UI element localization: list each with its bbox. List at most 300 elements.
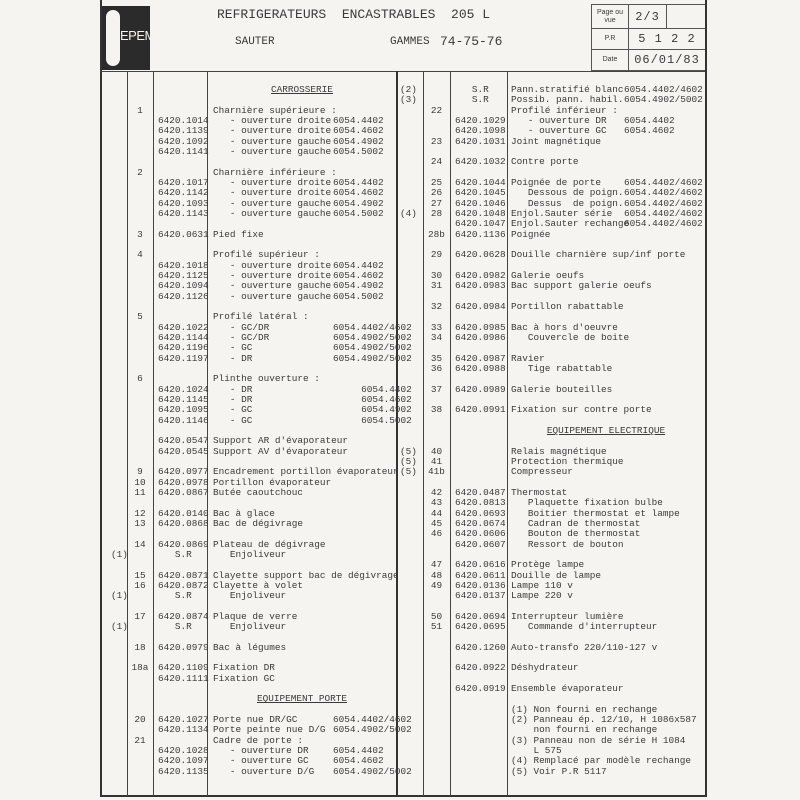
item-number: 37 xyxy=(430,383,443,395)
part-reference: 6420.0631 xyxy=(158,228,209,240)
part-reference: 6420.1046 xyxy=(455,197,506,209)
model-code: 6054.4402/4602 xyxy=(624,197,703,209)
item-number: 41 xyxy=(430,455,443,467)
item-number: 18a xyxy=(131,662,149,674)
part-reference: 6420.1018 xyxy=(158,259,209,271)
part-row xyxy=(0,405,800,415)
part-reference: 6420.0869 xyxy=(158,538,209,550)
pr-value: 5 1 2 2 xyxy=(628,28,706,50)
part-reference: 6420.0986 xyxy=(455,331,506,343)
part-description: Plinthe ouverture : xyxy=(213,373,320,385)
blank-row xyxy=(0,674,800,684)
model-code: 6054.4902/5002 xyxy=(333,765,412,777)
part-description: Couvercle de boite xyxy=(511,331,630,343)
part-reference: 6420.0136 xyxy=(455,579,506,591)
part-description: Joint magnétique xyxy=(511,135,602,147)
part-description: - ouverture GC xyxy=(213,755,309,767)
part-description: L 575 xyxy=(511,745,562,757)
part-reference: 6420.0874 xyxy=(158,610,209,622)
footnote-marker: (3) xyxy=(400,94,417,106)
item-number: 42 xyxy=(430,486,443,498)
part-row xyxy=(0,684,800,694)
model-code: 6054.4902 xyxy=(333,197,384,209)
part-reference: 6420.0616 xyxy=(455,559,506,571)
part-description: Porte peinte nue D/G xyxy=(213,724,326,736)
item-number: 1 xyxy=(137,104,143,116)
cepem-logo xyxy=(100,6,155,70)
item-number: 34 xyxy=(430,331,443,343)
part-reference: 6420.1111 xyxy=(158,672,209,684)
part-description: Profilé supérieur : xyxy=(213,249,320,261)
part-reference: 6420.0985 xyxy=(455,321,506,333)
item-number: 6 xyxy=(137,373,143,385)
page-label: Page ou vue xyxy=(591,4,629,29)
part-description: Compresseur xyxy=(511,466,573,478)
part-description: - ouverture gauche xyxy=(213,145,332,157)
model-code: 6054.4402/4602 xyxy=(624,207,703,219)
part-row xyxy=(0,333,800,343)
item-number: 27 xyxy=(430,197,443,209)
part-description: - GC xyxy=(213,414,253,426)
item-number: 16 xyxy=(134,579,146,591)
part-reference: 6420.1022 xyxy=(158,321,209,333)
item-number: 5 xyxy=(137,311,143,323)
part-description: Lampe 110 v xyxy=(511,579,573,591)
part-description: Plaquette fixation bulbe xyxy=(511,497,663,509)
part-description: non fourni en rechange xyxy=(511,724,658,736)
part-description: - ouverture droite xyxy=(213,259,332,271)
item-number: 49 xyxy=(430,579,443,591)
part-row xyxy=(0,219,800,229)
part-description: - ouverture droite xyxy=(213,176,332,188)
part-description: Pann.stratifié blanc xyxy=(511,84,624,95)
part-reference: 6420.1141 xyxy=(158,145,209,157)
item-number: 31 xyxy=(430,280,443,292)
part-description: Bac à glace xyxy=(213,507,275,519)
part-description: (1) Non fourni en rechange xyxy=(511,703,658,715)
part-reference: 6420.0922 xyxy=(455,662,506,674)
blank-row xyxy=(0,374,800,384)
model-code: 6054.4402/4602 xyxy=(624,218,703,230)
part-row xyxy=(0,622,800,632)
part-row xyxy=(0,281,800,291)
document-title: REFRIGERATEURS ENCASTRABLES 205 L xyxy=(217,7,491,22)
part-row xyxy=(0,323,800,333)
part-description: - ouverture gauche xyxy=(213,290,332,302)
part-reference: 6420.1144 xyxy=(158,331,209,343)
part-description: - ouverture droite xyxy=(213,187,332,199)
part-reference: S.R xyxy=(158,621,192,633)
part-row xyxy=(0,529,800,539)
model-code: 6054.4602 xyxy=(333,269,384,281)
part-description: Galerie bouteilles xyxy=(511,383,613,395)
part-description: - GC/DR xyxy=(213,331,270,343)
item-number: 13 xyxy=(134,517,146,529)
date-label: Date xyxy=(591,49,629,71)
item-number: 10 xyxy=(134,476,146,488)
part-reference: 6420.0693 xyxy=(455,507,506,519)
part-reference: S.R xyxy=(455,94,489,106)
item-number: 40 xyxy=(430,445,443,457)
logo-text: EPEM xyxy=(120,28,155,43)
part-reference: 6420.1143 xyxy=(158,207,209,219)
date-value: 06/01/83 xyxy=(628,49,706,71)
item-number: 18 xyxy=(134,641,146,653)
part-reference: 6420.1136 xyxy=(455,228,506,240)
part-row xyxy=(0,302,800,312)
part-description: Enjoliveur xyxy=(213,548,287,560)
item-number: 28 xyxy=(430,207,443,219)
model-code: 6054.4402 xyxy=(333,745,384,757)
part-reference: 6420.0984 xyxy=(455,300,506,312)
footnote-marker: (2) xyxy=(400,84,417,95)
part-reference: 6420.1032 xyxy=(455,156,506,168)
part-description: Cadran de thermostat xyxy=(511,517,641,529)
part-description: (2) Panneau ép. 12/10, H 1086x587 xyxy=(511,714,697,726)
item-number: 47 xyxy=(430,559,443,571)
item-number: 41b xyxy=(428,466,445,478)
model-code: 6054.4602 xyxy=(333,393,412,405)
part-reference: 6420.1044 xyxy=(455,176,506,188)
model-code: 6054.4902/5002 xyxy=(333,331,412,343)
gammes-label: GAMMES xyxy=(390,36,430,48)
item-number: 30 xyxy=(430,269,443,281)
part-reference: 6420.0607 xyxy=(455,538,506,550)
item-number: 50 xyxy=(430,610,443,622)
part-description: Bac support galerie oeufs xyxy=(511,280,652,292)
blank-row xyxy=(0,395,800,405)
footnote-marker: (5) xyxy=(400,445,417,457)
model-code: 6054.4602 xyxy=(333,125,384,137)
blank-row xyxy=(0,292,800,302)
part-reference: 6420.1028 xyxy=(158,745,209,757)
part-reference: 6420.0487 xyxy=(455,486,506,498)
part-reference: 6420.0547 xyxy=(158,435,209,447)
item-number: 35 xyxy=(430,352,443,364)
part-description: - ouverture D/G xyxy=(213,765,315,777)
part-reference: 6420.0606 xyxy=(455,528,506,540)
blank-row xyxy=(0,343,800,353)
part-row xyxy=(0,519,800,529)
blank-row xyxy=(0,653,800,663)
model-code: 6054.4602 xyxy=(624,125,675,137)
part-description: Poignée xyxy=(511,228,551,240)
part-reference: 6420.1017 xyxy=(158,176,209,188)
model-code: 6054.4402/4602 xyxy=(333,714,412,726)
part-description: Bac à hors d'oeuvre xyxy=(511,321,618,333)
part-reference: 6420.1024 xyxy=(158,383,209,395)
part-row xyxy=(0,498,800,508)
part-description: Porte nue DR/GC xyxy=(213,714,298,726)
blank-row xyxy=(0,550,800,560)
section-heading: EQUIPEMENT ELECTRIQUE xyxy=(546,424,666,436)
gammes-value: 74-75-76 xyxy=(440,34,503,49)
item-number: 29 xyxy=(430,249,443,261)
part-description: - GC xyxy=(213,404,253,416)
part-description: Profilé inférieur : xyxy=(511,104,618,116)
part-reference: 6420.1029 xyxy=(455,114,506,126)
part-reference: 6420.0989 xyxy=(455,383,506,395)
page-extra-cell xyxy=(666,4,706,29)
part-reference: 6420.1048 xyxy=(455,207,506,219)
part-description: Lampe 220 v xyxy=(511,590,573,602)
part-description: Tige rabattable xyxy=(511,362,613,374)
part-description: Charnière supérieure : xyxy=(213,104,337,116)
item-number: 9 xyxy=(137,466,143,478)
item-number: 11 xyxy=(134,486,146,498)
part-description: Bac à légumes xyxy=(213,641,287,653)
part-description: - ouverture gauche xyxy=(213,197,332,209)
item-number: 45 xyxy=(430,517,443,529)
part-description: Déshydrateur xyxy=(511,662,579,674)
part-row xyxy=(0,571,800,581)
part-description: - ouverture droite xyxy=(213,125,332,137)
footnote-marker: (5) xyxy=(400,466,417,478)
item-number: 46 xyxy=(430,528,443,540)
part-description: Portillon rabattable xyxy=(511,300,624,312)
section-heading-row xyxy=(0,426,800,436)
part-description: Pied fixe xyxy=(213,228,264,240)
part-reference: S.R xyxy=(455,84,489,95)
part-reference: 6420.0695 xyxy=(455,621,506,633)
part-reference: S.R xyxy=(158,548,192,560)
item-number: 12 xyxy=(134,507,146,519)
footnote-marker: (4) xyxy=(400,207,417,219)
model-code: 6054.4402 xyxy=(333,259,384,271)
model-code: 6054.4902 xyxy=(333,280,384,292)
part-reference: 6420.0987 xyxy=(455,352,506,364)
item-number: 3 xyxy=(137,228,143,240)
part-reference: 6420.1125 xyxy=(158,269,209,281)
part-description: - ouverture DR xyxy=(511,114,607,126)
part-description: Fixation sur contre porte xyxy=(511,404,652,416)
part-description: Clayette support bac de dégivrage xyxy=(213,569,399,581)
item-number: 24 xyxy=(430,156,443,168)
item-number: 17 xyxy=(134,610,146,622)
model-code: 6054.4402/4602 xyxy=(624,176,703,188)
part-description: Fixation GC xyxy=(213,672,275,684)
part-row xyxy=(0,736,800,746)
part-description: Poignée de porte xyxy=(511,176,602,188)
part-description: Enjoliveur xyxy=(213,621,287,633)
part-description: - ouverture DR xyxy=(213,745,309,757)
part-reference: 6420.1145 xyxy=(158,393,209,405)
item-number: 36 xyxy=(430,362,443,374)
part-reference: 6420.0813 xyxy=(455,497,506,509)
part-reference: S.R xyxy=(158,590,192,602)
part-description: Thermostat xyxy=(511,486,568,498)
model-code: 6054.4402/4602 xyxy=(624,187,703,199)
footnote-marker: (1) xyxy=(111,548,128,560)
part-reference: 6420.1126 xyxy=(158,290,209,302)
part-description: Fixation DR xyxy=(213,662,275,674)
part-description: Enjoliveur xyxy=(213,590,287,602)
model-code: 6054.4402 xyxy=(333,114,384,126)
blank-row xyxy=(0,416,800,426)
part-description: Enjol.Sauter rechange xyxy=(511,218,630,230)
part-row xyxy=(0,230,800,240)
part-row xyxy=(0,126,800,136)
blank-row xyxy=(0,602,800,612)
part-description: Plateau de dégivrage xyxy=(213,538,326,550)
part-row xyxy=(0,509,800,519)
part-row xyxy=(0,250,800,260)
part-reference: 6420.1014 xyxy=(158,114,209,126)
part-description: - DR xyxy=(213,352,253,364)
part-description: (5) Voir P.R 5117 xyxy=(511,765,607,777)
part-description: - ouverture gauche xyxy=(213,135,332,147)
part-reference: 6420.0674 xyxy=(455,517,506,529)
model-code: 6054.5002 xyxy=(333,290,384,302)
part-description: Charnière inférieure : xyxy=(213,166,337,178)
item-number: 15 xyxy=(134,569,146,581)
part-row xyxy=(0,116,800,126)
part-row xyxy=(0,663,800,673)
part-description: - GC/DR xyxy=(213,321,270,333)
part-description: Portillon évaporateur xyxy=(213,476,332,488)
part-reference: 6420.1031 xyxy=(455,135,506,147)
part-row xyxy=(0,354,800,364)
part-reference: 6420.1196 xyxy=(158,342,209,354)
part-description: Protection thermique xyxy=(511,455,624,467)
blank-row xyxy=(0,312,800,322)
part-description: Galerie oeufs xyxy=(511,269,585,281)
part-reference: 6420.0611 xyxy=(455,569,506,581)
part-reference: 6420.1197 xyxy=(158,352,209,364)
model-code: 6054.5002 xyxy=(333,207,384,219)
part-description: Plaque de verre xyxy=(213,610,298,622)
model-code: 6054.4402 xyxy=(333,176,384,188)
item-number: 14 xyxy=(134,538,146,550)
part-row xyxy=(0,95,800,105)
part-reference: 6420.1134 xyxy=(158,724,209,736)
part-row xyxy=(0,767,800,777)
part-description: Ensemble évaporateur xyxy=(511,683,624,695)
blank-row xyxy=(0,694,800,704)
part-description: Ravier xyxy=(511,352,545,364)
part-description: - ouverture gauche xyxy=(213,280,332,292)
page-value: 2/3 xyxy=(628,4,667,29)
part-description: Profilé latéral : xyxy=(213,311,309,323)
part-row xyxy=(0,137,800,147)
model-code: 6054.5002 xyxy=(333,145,384,157)
part-description: Bac de dégivrage xyxy=(213,517,304,529)
model-code: 6054.4402/4602 xyxy=(624,84,703,95)
model-code: 6054.4902 xyxy=(333,135,384,147)
item-number: 33 xyxy=(430,321,443,333)
model-code: 6054.4902/5002 xyxy=(333,352,412,364)
part-reference: 6420.0977 xyxy=(158,466,209,478)
section-heading: CARROSSERIE xyxy=(271,84,333,95)
item-number: 26 xyxy=(430,187,443,199)
model-code: 6054.4902 xyxy=(333,404,412,416)
part-description: Dessus de poign. xyxy=(511,197,624,209)
footnote-marker: (1) xyxy=(111,590,128,602)
part-reference: 6420.1047 xyxy=(455,218,506,230)
part-description: Cadre de porte : xyxy=(213,734,304,746)
part-reference: 6420.0694 xyxy=(455,610,506,622)
footnote-marker: (1) xyxy=(111,621,128,633)
part-row xyxy=(0,612,800,622)
blank-row xyxy=(0,261,800,271)
part-reference: 6420.0868 xyxy=(158,517,209,529)
part-row xyxy=(0,467,800,477)
part-reference: 6420.1135 xyxy=(158,765,209,777)
part-row xyxy=(0,560,800,570)
part-row xyxy=(0,271,800,281)
part-row xyxy=(0,715,800,725)
part-description: - ouverture gauche xyxy=(213,207,332,219)
item-number: 28b xyxy=(428,228,445,240)
part-description: - GC xyxy=(213,342,253,354)
part-description: - ouverture droite xyxy=(213,114,332,126)
part-reference: 6420.1142 xyxy=(158,187,209,199)
blank-row xyxy=(0,147,800,157)
part-reference: 6420.1139 xyxy=(158,125,209,137)
part-reference: 6420.0983 xyxy=(455,280,506,292)
part-reference: 6420.0979 xyxy=(158,641,209,653)
part-description: Support AR d'évaporateur xyxy=(213,435,349,447)
part-reference: 6420.0140 xyxy=(158,507,209,519)
model-code: 6054.4902/5002 xyxy=(624,94,703,106)
part-reference: 6420.1045 xyxy=(455,187,506,199)
part-description: Douille de lampe xyxy=(511,569,602,581)
footnote-marker: (5) xyxy=(400,455,417,467)
part-description: Support AV d'évaporateur xyxy=(213,445,349,457)
part-reference: 6420.1093 xyxy=(158,197,209,209)
part-reference: 6420.0867 xyxy=(158,486,209,498)
model-code: 6054.4602 xyxy=(333,187,384,199)
item-number: 21 xyxy=(134,734,146,746)
part-reference: 6420.0871 xyxy=(158,569,209,581)
section-heading: EQUIPEMENT PORTE xyxy=(256,693,347,705)
part-reference: 6420.1109 xyxy=(158,662,209,674)
item-number: 2 xyxy=(137,166,143,178)
part-reference: 6420.1260 xyxy=(455,641,506,653)
part-description: - ouverture GC xyxy=(511,125,607,137)
model-code: 6054.4402/4602 xyxy=(333,321,412,333)
part-reference: 6420.1095 xyxy=(158,404,209,416)
part-row xyxy=(0,157,800,167)
blank-row xyxy=(0,436,800,446)
part-description: Encadrement portillon évaporateur xyxy=(213,466,399,478)
item-number: 38 xyxy=(430,404,443,416)
part-reference: 6420.1097 xyxy=(158,755,209,767)
part-reference: 6420.0919 xyxy=(455,683,506,695)
part-reference: 6420.1094 xyxy=(158,280,209,292)
item-number: 23 xyxy=(430,135,443,147)
part-description: Boitier thermostat et lampe xyxy=(511,507,680,519)
part-reference: 6420.0978 xyxy=(158,476,209,488)
blank-row xyxy=(0,632,800,642)
part-description: Douille charnière sup/inf porte xyxy=(511,249,686,261)
part-description: - ouverture droite xyxy=(213,269,332,281)
item-number: 20 xyxy=(134,714,146,726)
part-row xyxy=(0,643,800,653)
part-row xyxy=(0,385,800,395)
brand-name: SAUTER xyxy=(235,36,275,48)
model-code: 6054.4902/5002 xyxy=(333,342,412,354)
model-code: 6054.4602 xyxy=(333,755,384,767)
part-description: Dessous de poign. xyxy=(511,187,624,199)
model-code: 6054.4402 xyxy=(624,114,675,126)
part-description: (3) Panneau non de série H 1084 xyxy=(511,734,686,746)
part-reference: 6420.0137 xyxy=(455,590,506,602)
pr-label: P.R xyxy=(591,28,629,50)
part-description: - DR xyxy=(213,393,253,405)
part-description: Interrupteur lumière xyxy=(511,610,624,622)
part-description: Bouton de thermostat xyxy=(511,528,641,540)
